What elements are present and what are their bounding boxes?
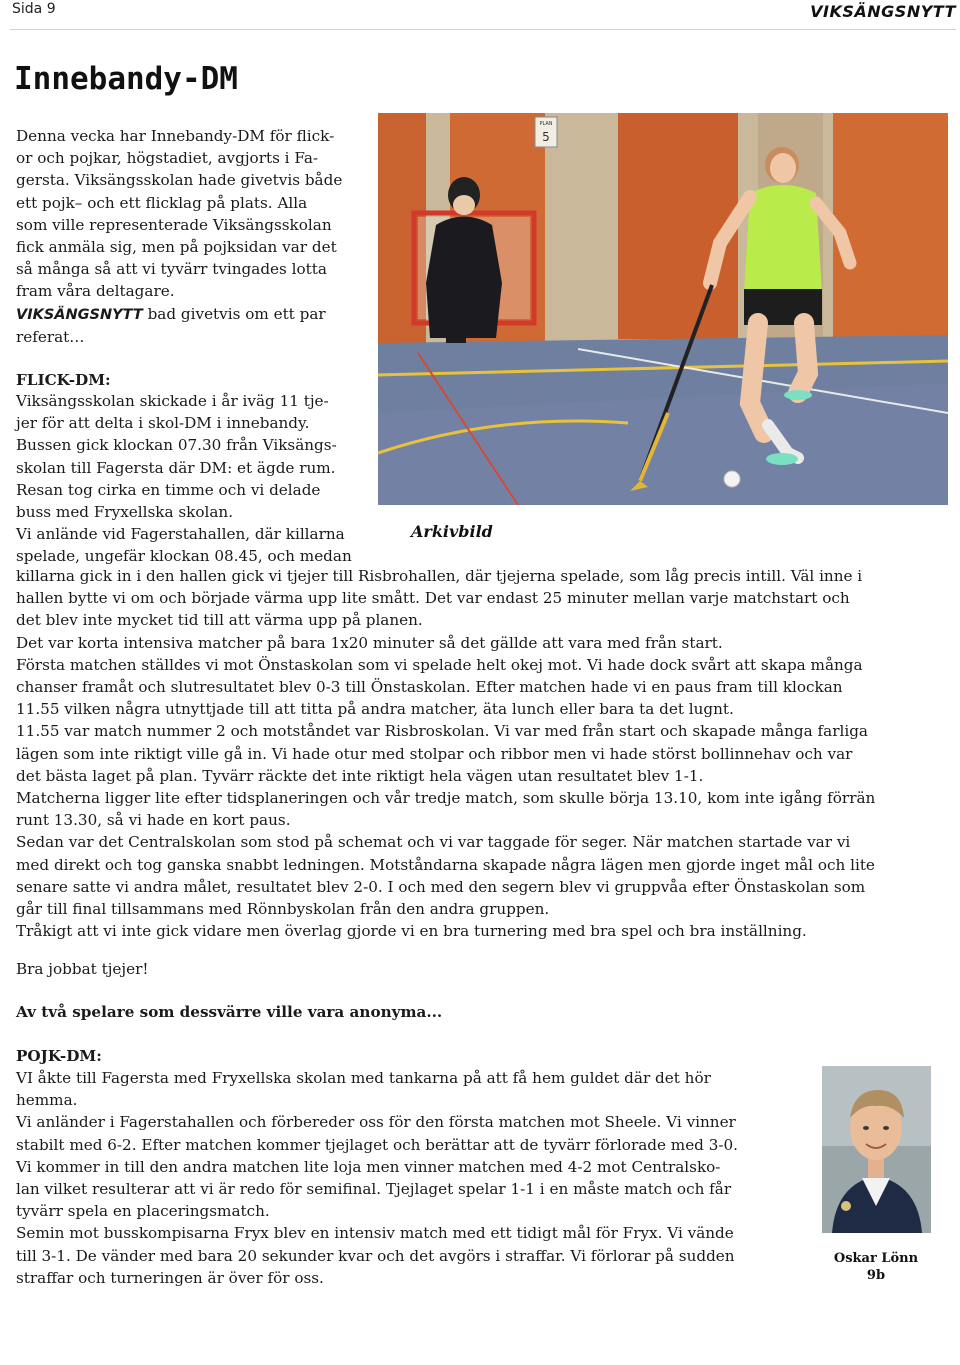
portrait-caption bbox=[822, 1250, 930, 1284]
svg-text:5: 5 bbox=[542, 130, 550, 144]
pojk-dm-heading: POJK-DM: bbox=[16, 1047, 102, 1065]
intro-text-continued: bad givetvis om ett par referat… bbox=[16, 304, 326, 346]
pojk-body-text: VI åkte till Fagersta med Fryxellska skolan med tankarna på att få hem guldet där det hör hemma. Vi anländer i Fagerstahallen och förbereder oss för den första matchen mot Sheele. Vi vinner stabilt med 6-2. Efter matchen kommer tjejlaget och berättar att de tyvärr förlorade med 3-0. Vi kommer in till den andra matchen lite loja men vinner matchen med 4-2 mot Centralsko- lan vilket resulterar att vi är redo för semifinal. Tjejlaget spelar 1-1 i en måste match och får tyvärr spela en placeringsmatch. Semin mot busskompisarna Fryx blev en intensiv match med ett tidigt mål för Fryx. Vi vände till 3-1. De vänder med bara 20 sekunder kvar och det avgörs i straffar. Vi förlorar på sudden straffar och turneringen är över för oss. bbox=[16, 1069, 739, 1287]
portrait-name: Oskar Lönn bbox=[833, 1251, 919, 1266]
publication-header: VIKSÄNGSNYTT bbox=[810, 2, 956, 21]
intro-brand-name: VIKSÄNGSNYTT bbox=[16, 306, 143, 323]
page-number: Sida 9 bbox=[12, 1, 56, 17]
portrait-photo bbox=[822, 1066, 931, 1233]
portrait-class: 9b bbox=[866, 1268, 886, 1283]
photo-caption: Arkivbild bbox=[411, 522, 493, 541]
floorball-photo bbox=[378, 113, 948, 505]
intro-text: Denna vecka har Innebandy-DM för flick- or och pojkar, högstadiet, avgjorts i Fa- gersta. Viksängsskolan hade givetvis både ett pojk– och ett flicklag på plats. Alla som ville representerade Viksängsskolan fick anmäla sig, men på pojksidan var det så många så att vi tyvärr tvingades lotta fram våra deltagare. bbox=[16, 127, 343, 301]
flick-column-text: Viksängsskolan skickade i år iväg 11 tje- jer för att delta i skol-DM i innebandy. Bussen gick klockan 07.30 från Viksängs- skolan till Fagersta där DM: et ägde rum. Resan tog cirka en timme och vi delade buss med Fryxellska skolan. Vi anlände vid Fagerstahallen, där killarna spelade, ungefär klockan 08.45, och medan bbox=[16, 392, 352, 566]
flick-dm-heading: FLICK-DM: bbox=[16, 371, 111, 389]
plan-sign: PLAN bbox=[539, 121, 553, 127]
flick-closing: Bra jobbat tjejer! bbox=[16, 960, 149, 978]
article-title: Innebandy-DM bbox=[14, 61, 238, 97]
header-divider bbox=[10, 29, 956, 30]
intro-paragraph bbox=[16, 125, 368, 348]
flick-body-text: killarna gick in i den hallen gick vi tjejer till Risbrohallen, där tjejerna spelade, som låg precis intill. Väl inne i hallen bytte vi om och började värma upp lite smått. Det var endast 25 minuter mellan varje matchstart och det blev inte mycket tid till att värma upp på planen. Det var korta intensiva matcher på bara 1x20 minuter så det gällde att vara med från start. Första matchen ställdes vi mot Önstaskolan som vi spelade helt okej mot. Vi hade dock svårt att skapa många chanser framåt och slutresultatet blev 0-3 till Önstaskolan. Efter matchen hade vi en paus fram till klockan 11.55 vilken några utnyttjade till att titta på andra matcher, äta lunch eller bara ta det lugnt. 11.55 var match nummer 2 och motståndet var Risbroskolan. Vi var med från start och skapade många farliga lägen som inte riktigt ville gå in. Vi hade otur med stolpar och ribbor men vi hade störst bollinnehav och var det bästa laget på plan. Tyvärr räckte det inte riktigt hela vägen utan resultatet blev 1-1. Matcherna ligger lite efter tidsplaneringen och vår tredje match, som skulle börja 13.10, kom inte igång förrän runt 13.30, så vi hade en kort paus. Sedan var det Centralskolan som stod på schemat och vi var taggade för seger. När matchen startade var vi med direkt och tog ganska snabbt ledningen. Motståndarna skapade några lägen men gjorde inget mål och lite senare satte vi andra målet, resultatet blev 2-0. I och med den segern blev vi gruppvåa efter Önstaskolan som går till final tillsammans med Rönnbyskolan från den andra gruppen. Tråkigt att vi inte gick vidare men överlag gjorde vi en bra turnering med bra spel och bra inställning. bbox=[16, 567, 876, 941]
byline: Av två spelare som dessvärre ville vara anonyma... bbox=[16, 1003, 443, 1021]
